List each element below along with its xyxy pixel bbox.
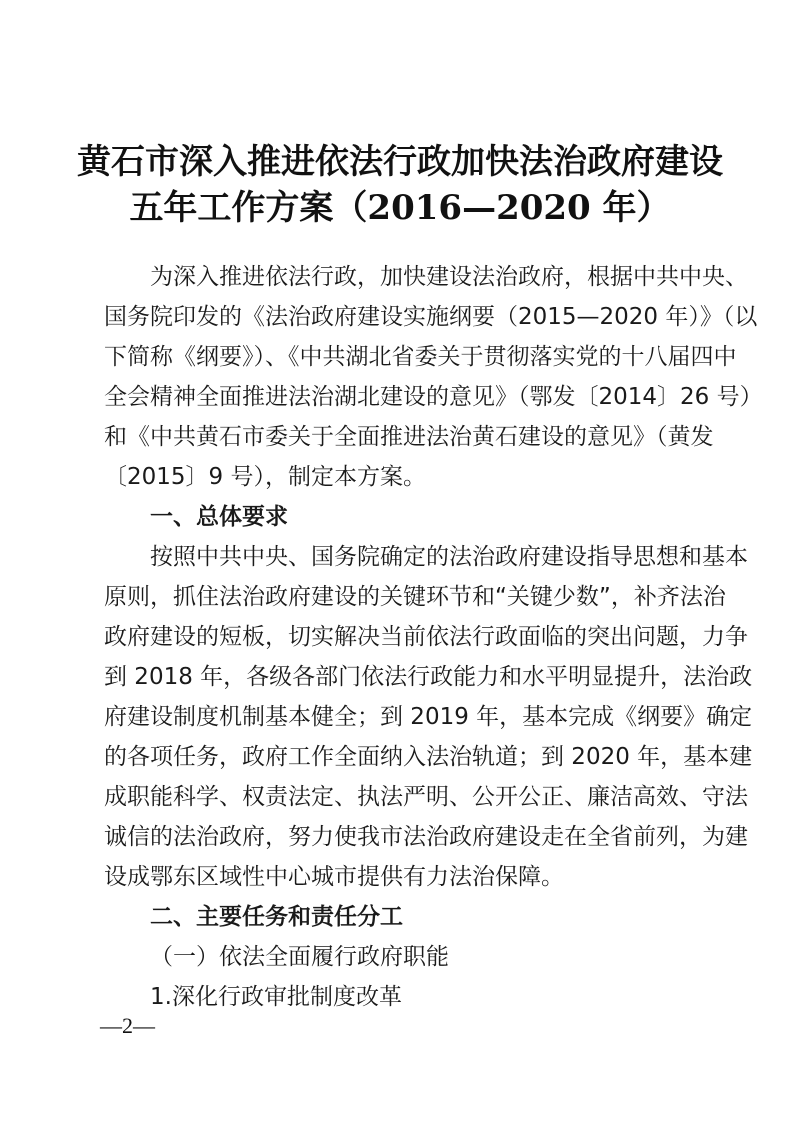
paragraph-line: 成职能科学、权责法定、执法严明、公开公正、廉洁高效、守法: [104, 784, 748, 810]
intro-line: 和《中共黄石市委关于全面推进法治黄石建设的意见》（黄发: [104, 424, 714, 450]
paragraph-line: 设成鄂东区域性中心城市提供有力法治保障。: [104, 864, 564, 890]
sub-heading: （一）依法全面履行政府职能: [150, 944, 449, 970]
intro-line: 为深入推进依法行政，加快建设法治政府，根据中共中央、: [150, 264, 748, 290]
paragraph-line: 到 2018 年，各级各部门依法行政能力和水平明显提升，法治政: [104, 664, 753, 690]
intro-line: 〔2015〕9 号），制定本方案。: [104, 464, 426, 490]
list-item: 1.深化行政审批制度改革: [150, 984, 402, 1010]
section-heading: 一、总体要求: [150, 504, 288, 530]
document-title-line-1: 黄石市深入推进依法行政加快法治政府建设: [77, 142, 723, 182]
intro-line: 全会精神全面推进法治湖北建设的意见》（鄂发〔2014〕26 号）: [104, 384, 763, 410]
document-title-line-2: 五年工作方案（2016—2020 年）: [129, 188, 671, 228]
section-heading: 二、主要任务和责任分工: [150, 904, 403, 930]
paragraph-line: 政府建设的短板，切实解决当前依法行政面临的突出问题，力争: [104, 624, 748, 650]
paragraph-line: 诚信的法治政府，努力使我市法治政府建设走在全省前列，为建: [104, 824, 748, 850]
paragraph-line: 的各项任务，政府工作全面纳入法治轨道；到 2020 年，基本建: [104, 744, 753, 770]
paragraph-line: 原则，抓住法治政府建设的关键环节和“关键少数”，补齐法治: [104, 584, 726, 610]
intro-line: 国务院印发的《法治政府建设实施纲要（2015—2020 年）》（以: [104, 304, 758, 330]
paragraph-line: 府建设制度机制基本健全；到 2019 年，基本完成《纲要》确定: [104, 704, 753, 730]
paragraph-line: 按照中共中央、国务院确定的法治政府建设指导思想和基本: [150, 544, 748, 570]
page-number: —2—: [100, 1013, 155, 1038]
intro-line: 下简称《纲要》）、《中共湖北省委关于贯彻落实党的十八届四中: [104, 344, 737, 370]
